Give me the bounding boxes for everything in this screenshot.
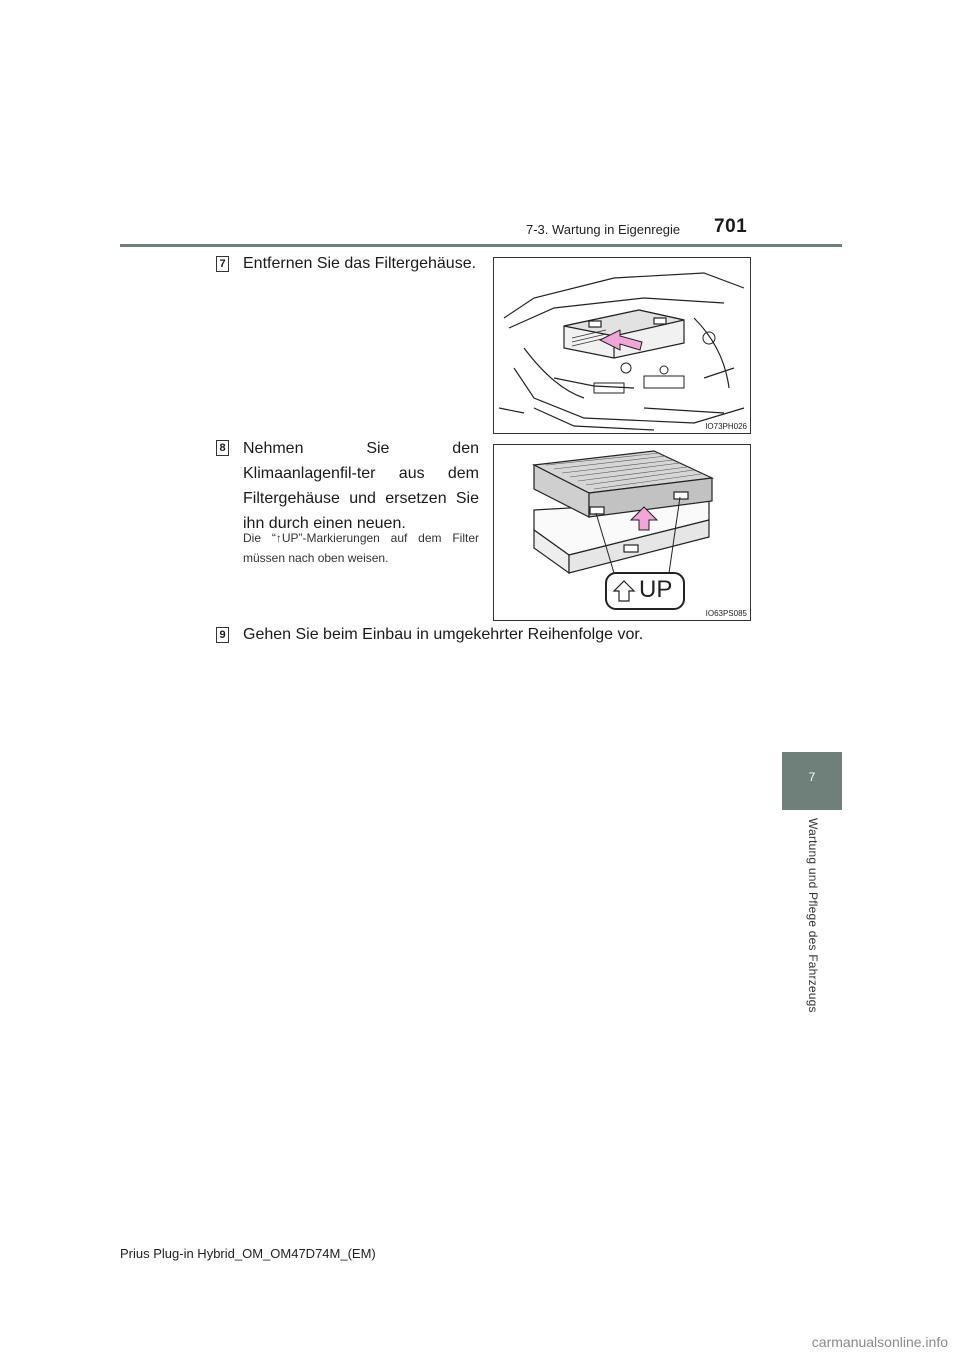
- filter-housing-illustration: [494, 258, 750, 433]
- chapter-number: 7: [808, 770, 816, 784]
- step-8-badge: 8: [216, 440, 229, 456]
- step-7-text: Entfernen Sie das Filtergehäuse.: [243, 255, 477, 272]
- up-label: UP: [639, 576, 673, 603]
- header-rule: [120, 244, 842, 247]
- step-8-note: Die “↑UP”-Markierungen auf dem Filter müssen nach oben weisen.: [243, 531, 479, 565]
- step-7-badge: 7: [216, 256, 229, 272]
- watermark: carmanualsonline.info: [811, 1334, 948, 1350]
- cabin-filter-illustration: [494, 445, 750, 620]
- section-title: 7-3. Wartung in Eigenregie: [526, 222, 681, 237]
- page-number: 701: [714, 216, 748, 237]
- chapter-label: Wartung und Pflege des Fahrzeugs: [806, 818, 820, 1013]
- footer-text: Prius Plug-in Hybrid_OM_OM47D74M_(EM): [120, 1246, 376, 1261]
- step-8-text: Nehmen Sie den Klimaanlagenfil-ter aus dem Filtergehäuse und ersetzen Sie ihn durch einen neuen.: [243, 440, 479, 532]
- figure-code: IO63PS085: [705, 609, 747, 618]
- figure-cabin-filter: [493, 444, 751, 621]
- figure-filter-housing: [493, 257, 751, 434]
- step-9-text: Gehen Sie beim Einbau in umgekehrter Reihenfolge vor.: [243, 626, 644, 643]
- step-9-badge: 9: [216, 627, 229, 643]
- figure-code: IO73PH026: [705, 422, 747, 431]
